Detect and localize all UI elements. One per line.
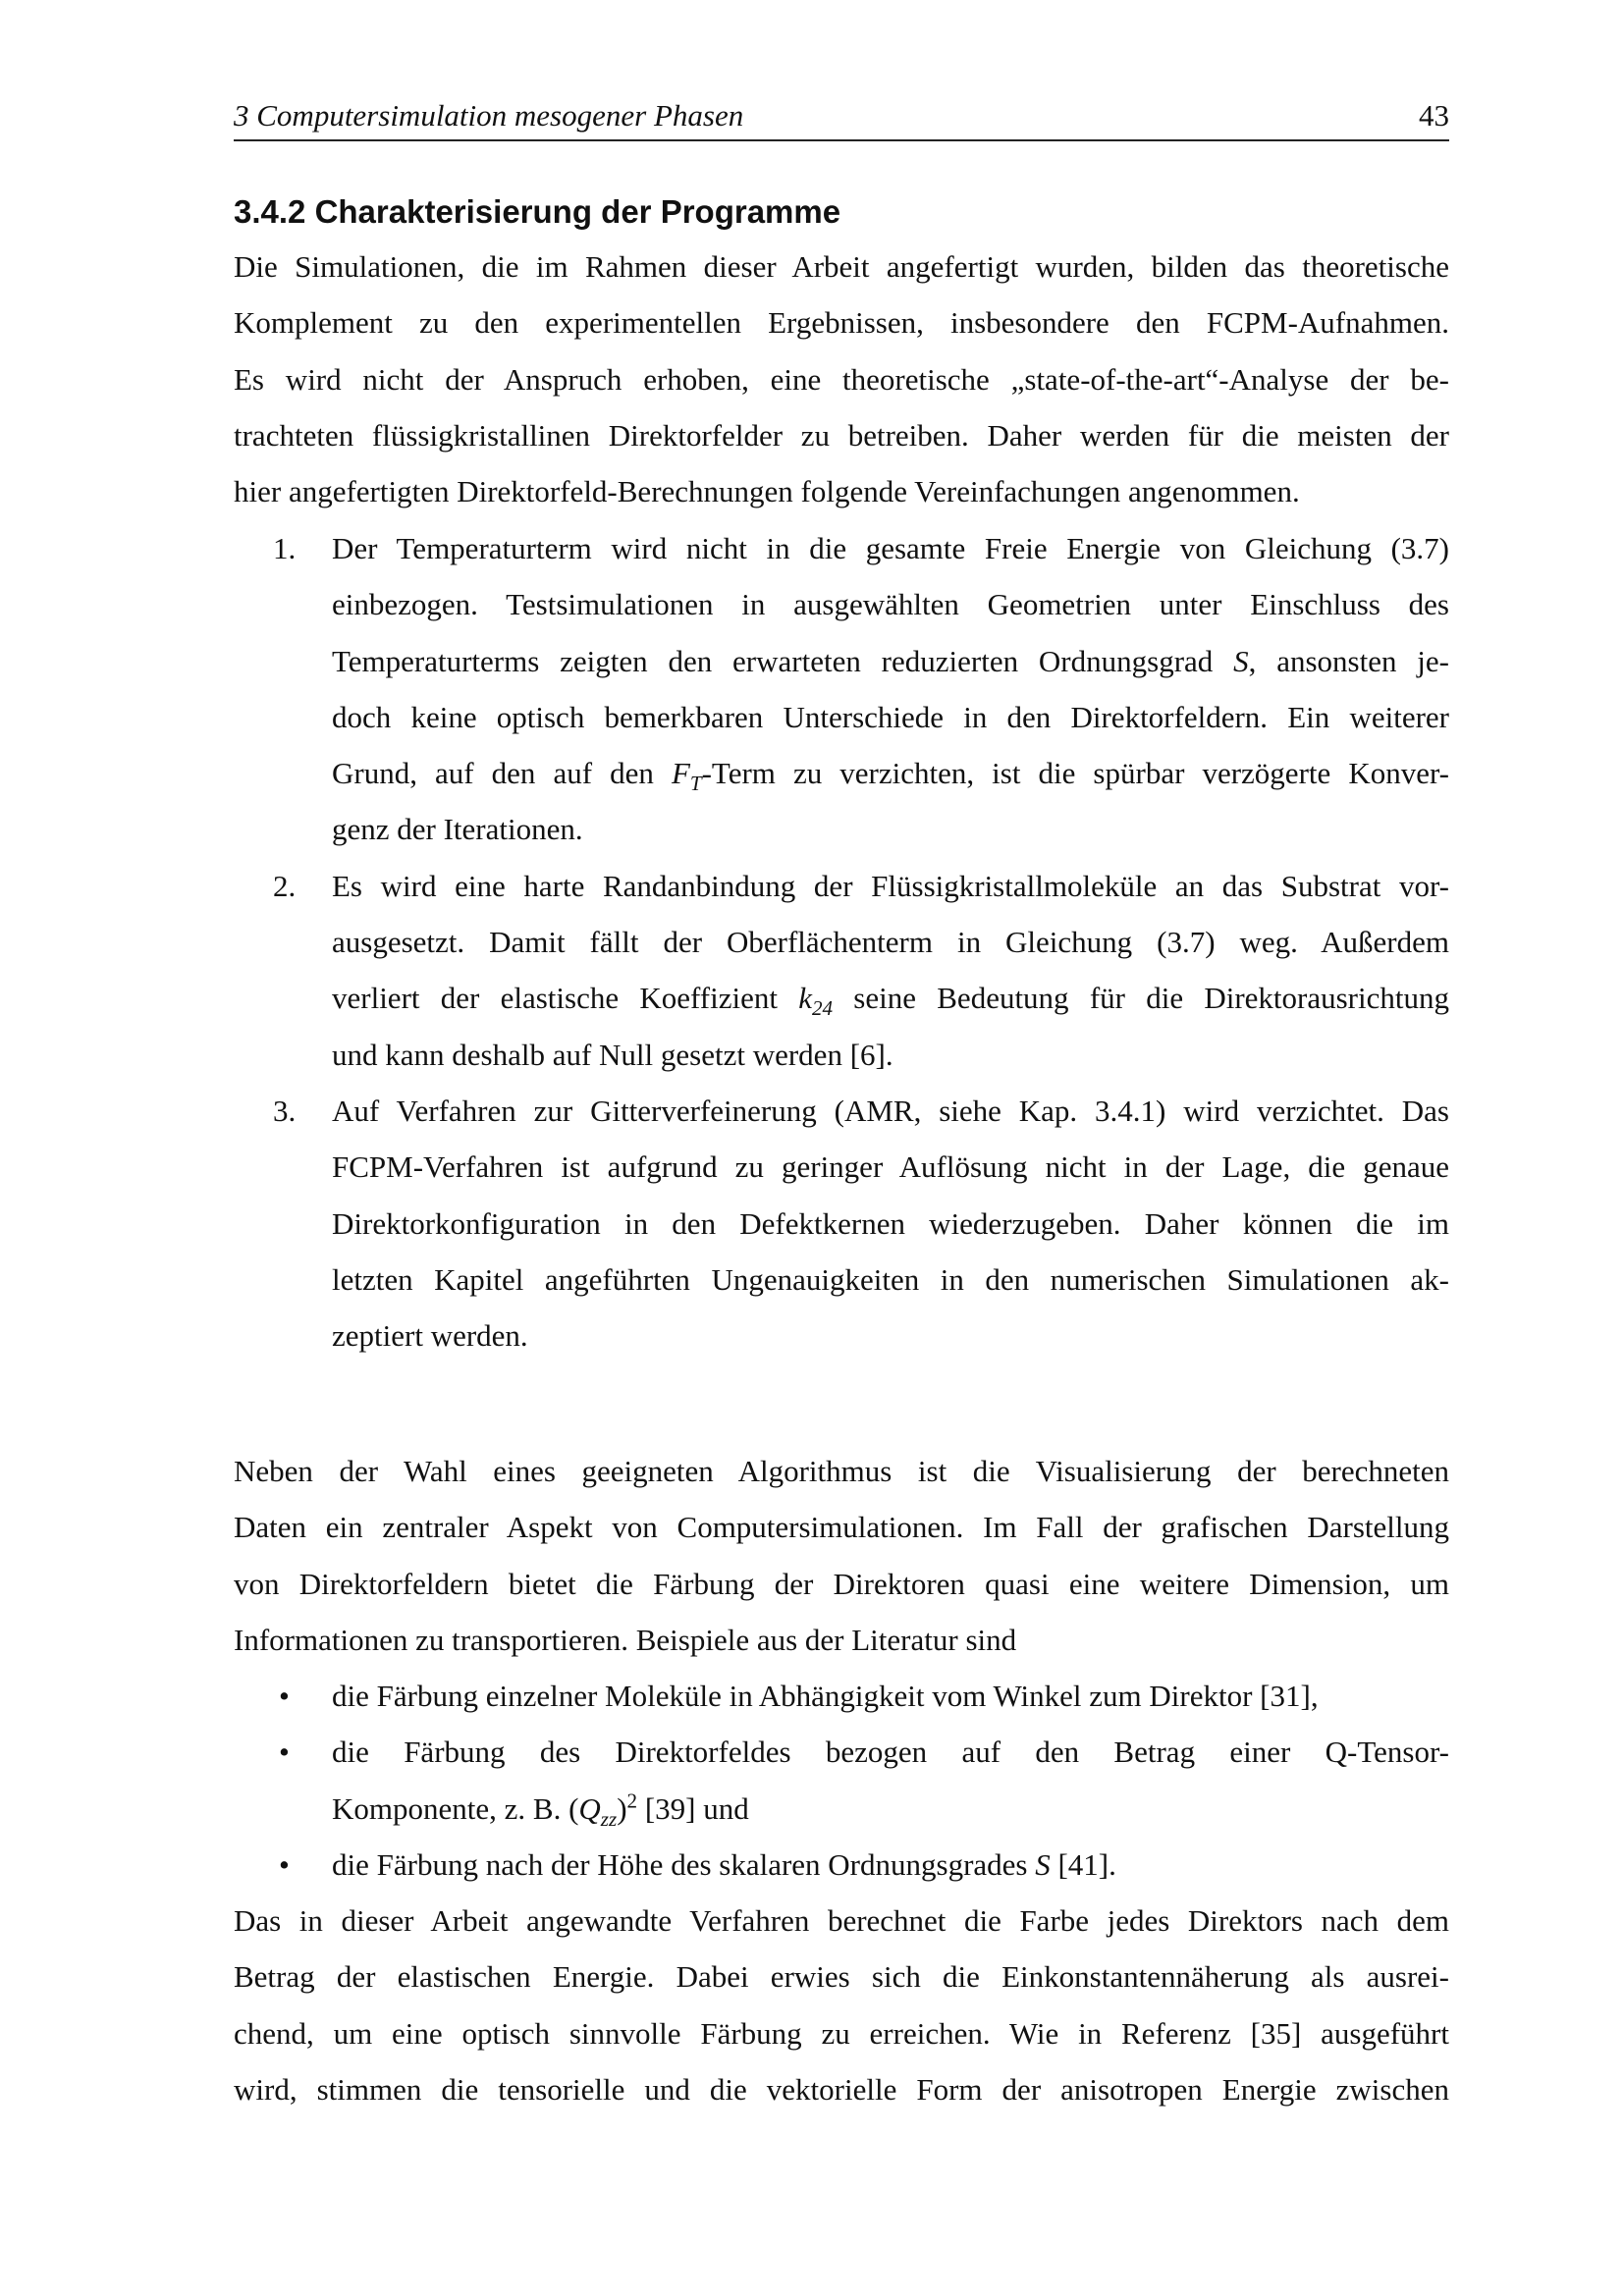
list-item-2 [234, 858, 1449, 1083]
ft-term-symbol [671, 756, 702, 796]
text-line: Der Temperaturterm wird nicht in die gesamte Freie Energie von Gleichung (3.7) [332, 531, 1449, 565]
numbered-list [234, 520, 1449, 1363]
text-line [332, 1781, 1449, 1837]
order-parameter-symbol: S [1035, 1846, 1051, 1882]
math-subscript: 24 [811, 996, 834, 1021]
text-line: Die Simulationen, die im Rahmen dieser Arbeit angefertigt wurden, bilden das theoretische [234, 249, 1449, 284]
text-line: Komplement zu den experimentellen Ergebnissen, insbesondere den FCPM-Aufnahmen. [234, 305, 1449, 341]
bullet-item-1 [234, 1668, 1449, 1724]
text-line: zeptiert werden. [332, 1318, 528, 1354]
page-number: 43 [1419, 98, 1449, 133]
bullet-icon: • [279, 1846, 290, 1882]
paragraph-method [234, 1893, 1449, 2117]
list-marker: 2. [273, 868, 297, 903]
list-item-3 [234, 1083, 1449, 1363]
text-run: , ansonsten je- [1248, 643, 1449, 678]
text-run: ) [617, 1790, 627, 1826]
text-run: Grund, auf den auf den [332, 756, 672, 791]
text-run: Temperaturterms zeigten den erwarteten reduzierten Ordnungsgrad [332, 643, 1234, 678]
text-line [332, 970, 1449, 1026]
text-line: und kann deshalb auf Null gesetzt werden [6]. [332, 1037, 893, 1072]
k24-symbol [798, 981, 834, 1021]
text-run: die Färbung nach der Höhe des skalaren Ordnungsgrades [332, 1846, 1036, 1882]
running-title: 3 Computersimulation mesogener Phasen [234, 98, 744, 133]
text-run: verliert der elastische Koeffizient [332, 981, 799, 1016]
list-item-1 [234, 520, 1449, 858]
bullet-item-2 [234, 1724, 1449, 1837]
text-line [332, 1837, 1449, 1893]
text-run: [39] und [637, 1790, 749, 1826]
text-line: die Färbung einzelner Moleküle in Abhängigkeit vom Winkel zum Direktor [31], [332, 1679, 1319, 1713]
text-line: FCPM-Verfahren ist aufgrund zu geringer Auflösung nicht in der Lage, die genaue [332, 1149, 1449, 1185]
text-line: die Färbung des Direktorfeldes bezogen auf den Betrag einer Q-Tensor- [332, 1735, 1449, 1770]
text-line: von Direktorfeldern bietet die Färbung der Direktoren quasi eine weitere Dimension, um [234, 1566, 1449, 1601]
text-line: Es wird eine harte Randanbindung der Flüssigkristallmoleküle an das Substrat vor- [332, 868, 1449, 903]
text-line: hier angefertigten Direktorfeld-Berechnungen folgende Vereinfachungen angenommen. [234, 474, 1300, 509]
text-line: doch keine optisch bemerkbaren Unterschiede in den Direktorfeldern. Ein weiterer [332, 699, 1449, 734]
text-line: wird, stimmen die tensorielle und die vektorielle Form der anisotropen Energie zwischen [234, 2071, 1449, 2107]
bullet-icon: • [279, 1679, 290, 1713]
q-tensor-symbol [578, 1790, 618, 1831]
math-subscript: zz [600, 1806, 618, 1831]
text-line: trachteten flüssigkristallinen Direktorfelder zu betreiben. Daher werden für die meisten der [234, 417, 1449, 453]
text-line: Neben der Wahl eines geeigneten Algorithmus ist die Visualisierung der berechneten [234, 1454, 1449, 1488]
text-line: Direktorkonfiguration in den Defektkernen wiederzugeben. Daher können die im [332, 1205, 1449, 1241]
text-run: [41]. [1050, 1846, 1116, 1882]
text-run: -Term zu verzichten, ist die spürbar verzögerte Konver- [701, 756, 1449, 791]
order-parameter-symbol: S [1233, 643, 1249, 678]
text-line: einbezogen. Testsimulationen in ausgewählten Geometrien unter Einschluss des [332, 587, 1449, 622]
running-header [234, 96, 1449, 141]
text-line: letzten Kapitel angeführten Ungenauigkeiten in den numerischen Simulationen ak- [332, 1261, 1449, 1297]
bullet-icon: • [279, 1735, 290, 1770]
text-line: Es wird nicht der Anspruch erhoben, eine theoretische „state-of-the-art“-Analyse der be- [234, 361, 1449, 397]
text-line: Auf Verfahren zur Gitterverfeinerung (AMR, siehe Kap. 3.4.1) wird verzichtet. Das [332, 1093, 1449, 1128]
text-line: genz der Iterationen. [332, 812, 583, 847]
text-line [332, 745, 1449, 801]
text-line [332, 633, 1449, 689]
text-line: Daten ein zentraler Aspekt von Computersimulationen. Im Fall der grafischen Darstellung [234, 1510, 1449, 1545]
paragraph-visualisation [234, 1443, 1449, 1668]
math-superscript: 2 [626, 1789, 638, 1813]
text-run: seine Bedeutung für die Direktorausrichtung [833, 981, 1449, 1016]
intro-paragraph [234, 239, 1449, 519]
bullet-item-3 [234, 1837, 1449, 1893]
text-line: ausgesetzt. Damit fällt der Oberflächenterm in Gleichung (3.7) weg. Außerdem [332, 925, 1449, 960]
list-marker: 1. [273, 531, 297, 565]
text-line: chend, um eine optisch sinnvolle Färbung zu erreichen. Wie in Referenz [35] ausgeführt [234, 2015, 1449, 2051]
math-letter: k [798, 981, 812, 1016]
text-line: Betrag der elastischen Energie. Dabei erwies sich die Einkonstantennäherung als ausrei- [234, 1959, 1449, 1995]
text-line: Informationen zu transportieren. Beispiele aus der Literatur sind [234, 1622, 1017, 1657]
bullet-list [234, 1668, 1449, 1893]
section-heading: 3.4.2 Charakterisierung der Programme [234, 193, 841, 230]
text-run: Komponente, z. B. ( [332, 1790, 579, 1826]
text-line: Das in dieser Arbeit angewandte Verfahren berechnet die Farbe jedes Direktors nach dem [234, 1903, 1449, 1938]
math-subscript: T [689, 772, 702, 796]
math-letter: Q [578, 1790, 601, 1826]
list-marker: 3. [273, 1093, 297, 1128]
math-letter: F [671, 756, 690, 791]
